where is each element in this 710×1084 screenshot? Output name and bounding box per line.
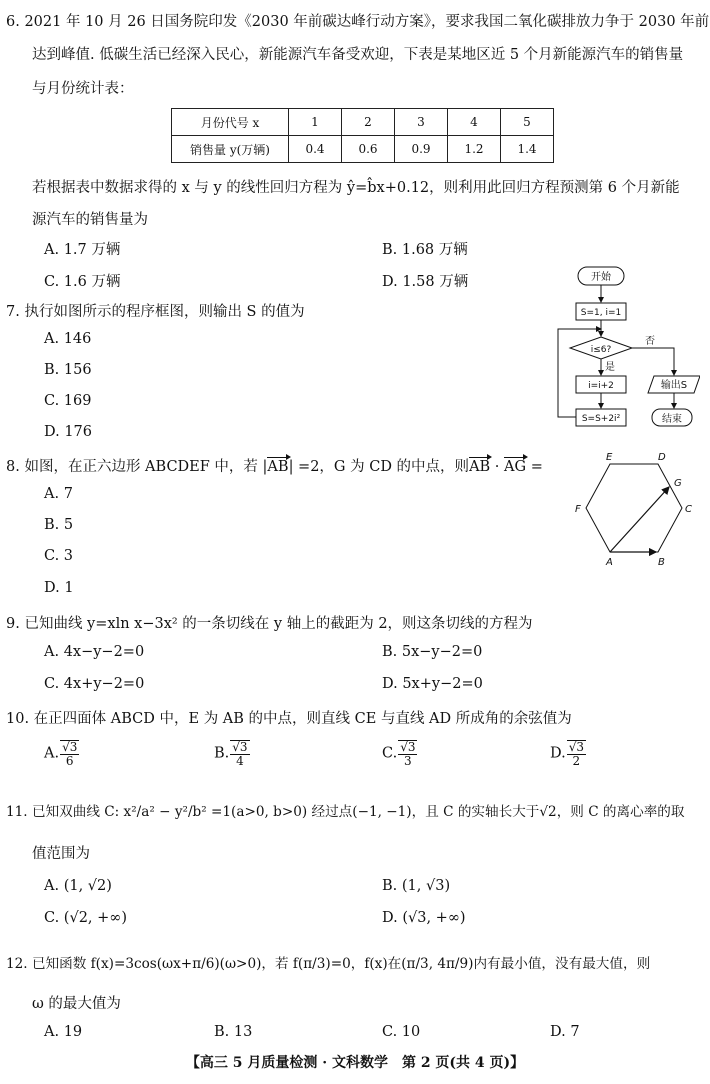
q8-stem-part-c: · [490, 459, 505, 475]
denominator: 2 [572, 753, 581, 768]
page-footer: 【高三 5 月质量检测 · 文科数学 第 2 页(共 4 页)】 [185, 1055, 525, 1071]
q7-option-b: B. 156 [44, 362, 92, 378]
q11-option-d: D. (√3, +∞) [382, 910, 466, 926]
vector-ag-arrow [610, 487, 669, 552]
q11-option-b: B. (1, √3) [382, 878, 451, 894]
flow-yes-label: 是 [605, 362, 615, 373]
q12-option-a: A. 19 [44, 1024, 83, 1040]
numerator: √3 [400, 740, 416, 754]
q10-option-c [382, 740, 418, 767]
q6-line-3: 与月份统计表： [32, 81, 134, 97]
option-label: C. [382, 745, 398, 762]
q12-option-d: D. 7 [550, 1024, 580, 1040]
q12-option-c: C. 10 [382, 1024, 421, 1040]
vertex-label-c: C [685, 504, 692, 515]
table-header: 月份代号 x [172, 109, 289, 136]
table-cell: 5 [501, 109, 554, 136]
flow-start-label: 开始 [591, 272, 611, 283]
table-cell: 0.9 [395, 136, 448, 163]
q6-option-b: B. 1.68 万辆 [382, 242, 468, 258]
flow-end-label: 结束 [662, 414, 682, 425]
hexagon-shape [586, 464, 682, 552]
q7-option-c: C. 169 [44, 393, 92, 409]
flow-update-s-label: S=S+2i² [581, 414, 621, 424]
sales-table [171, 108, 554, 163]
q10-option-b [214, 740, 251, 767]
numerator: √3 [62, 740, 78, 754]
table-cell: 2 [342, 109, 395, 136]
vector-ab-2: AB [469, 459, 491, 475]
table-cell: 1.4 [501, 136, 554, 163]
q6-line-2: 达到峰值. 低碳生活已经深入民心，新能源汽车备受欢迎，下表是某地区近 5 个月新能源汽车的销售量 [32, 47, 684, 63]
q9-option-b: B. 5x−y−2=0 [382, 644, 483, 660]
q8-option-c: C. 3 [44, 548, 74, 564]
fraction [567, 740, 586, 767]
fraction [60, 740, 79, 767]
fraction [398, 740, 417, 767]
q6-line-4: 若根据表中数据求得的 x 与 y 的线性回归方程为 ŷ=b̂x+0.12，则利用此回归方程预测第 6 个月新能 [32, 180, 680, 196]
flow-no-label: 否 [645, 336, 655, 347]
q6-line-1: 6. 2021 年 10 月 26 日国务院印发《2030 年前碳达峰行动方案》，要求我国二氧化碳排放力争于 2030 年前 [6, 14, 710, 30]
q12-stem-line-1: 12. 已知函数 f(x)=3cos(ωx+π/6)(ω>0)，若 f(π/3)=0，f(x)在(π/3, 4π/9)内有最小值，没有最大值，则 [6, 956, 651, 972]
vertex-label-e: E [606, 452, 613, 463]
option-label: D. [550, 745, 566, 762]
table-cell: 4 [448, 109, 501, 136]
q9-option-d: D. 5x+y−2=0 [382, 676, 483, 692]
flowchart-diagram [550, 262, 700, 437]
q11-stem-line-2: 值范围为 [32, 846, 90, 862]
q6-option-c: C. 1.6 万辆 [44, 274, 121, 290]
option-label: B. [214, 745, 230, 762]
q8-option-b: B. 5 [44, 517, 74, 533]
numerator: √3 [568, 740, 584, 754]
flow-output-label: 输出S [660, 380, 688, 391]
q6-option-d: D. 1.58 万辆 [382, 274, 469, 290]
q8-stem-part-b: | =2，G 为 CD 的中点，则 [288, 459, 470, 475]
denominator: 3 [404, 753, 412, 768]
table-cell: 0.4 [289, 136, 342, 163]
q7-option-d: D. 176 [44, 424, 93, 440]
q8-stem-part-d: = [526, 459, 543, 475]
q8-stem [6, 455, 543, 476]
table-row [172, 109, 554, 136]
q9-option-a: A. 4x−y−2=0 [44, 644, 145, 660]
fraction [230, 740, 249, 767]
vertex-label-f: F [575, 504, 581, 515]
table-cell: 1.2 [448, 136, 501, 163]
q11-stem-line-1: 11. 已知双曲线 C: x²/a² − y²/b² =1(a>0, b>0) 经过点(−1, −1)，且 C 的实轴长大于√2，则 C 的离心率的取 [6, 804, 685, 820]
q7-option-a: A. 146 [44, 331, 92, 347]
q12-option-b: B. 13 [214, 1024, 253, 1040]
flow-init-label: S=1, i=1 [580, 308, 622, 318]
q12-stem-line-2: ω 的最大值为 [32, 996, 121, 1012]
q11-option-a: A. (1, √2) [44, 878, 112, 894]
vertex-label-b: B [658, 557, 665, 568]
q9-stem: 9. 已知曲线 y=xln x−3x² 的一条切线在 y 轴上的截距为 2，则这条切线的方程为 [6, 616, 533, 632]
table-cell: 3 [395, 109, 448, 136]
vector-ag: AG [504, 459, 527, 475]
q6-option-a: A. 1.7 万辆 [44, 242, 121, 258]
q9-option-c: C. 4x+y−2=0 [44, 676, 145, 692]
table-cell: 0.6 [342, 136, 395, 163]
vertex-label-d: D [658, 452, 666, 463]
denominator: 6 [65, 753, 74, 768]
table-cell: 1 [289, 109, 342, 136]
q10-option-d [550, 740, 587, 767]
q6-line-5: 源汽车的销售量为 [32, 212, 148, 228]
vertex-label-a: A [606, 557, 613, 568]
numerator: √3 [232, 740, 248, 754]
midpoint-label-g: G [674, 478, 682, 489]
option-label: A. [44, 745, 60, 762]
flow-update-i-label: i=i+2 [588, 381, 614, 391]
flow-cond-label: i≤6? [590, 345, 612, 355]
q8-option-a: A. 7 [44, 486, 73, 502]
q8-option-d: D. 1 [44, 580, 74, 596]
q8-stem-part-a: 8. 如图，在正六边形 ABCDEF 中，若 | [6, 459, 268, 475]
denominator: 4 [236, 753, 244, 768]
q10-option-a [44, 740, 80, 767]
table-row [172, 136, 554, 163]
table-header: 销售量 y(万辆) [172, 136, 289, 163]
hexagon-diagram [570, 448, 700, 570]
q11-option-c: C. (√2, +∞) [44, 910, 128, 926]
q10-stem: 10. 在正四面体 ABCD 中，E 为 AB 的中点，则直线 CE 与直线 AD 所成角的余弦值为 [6, 711, 572, 727]
vector-ab: AB [267, 459, 289, 475]
q7-stem: 7. 执行如图所示的程序框图，则输出 S 的值为 [6, 304, 305, 320]
